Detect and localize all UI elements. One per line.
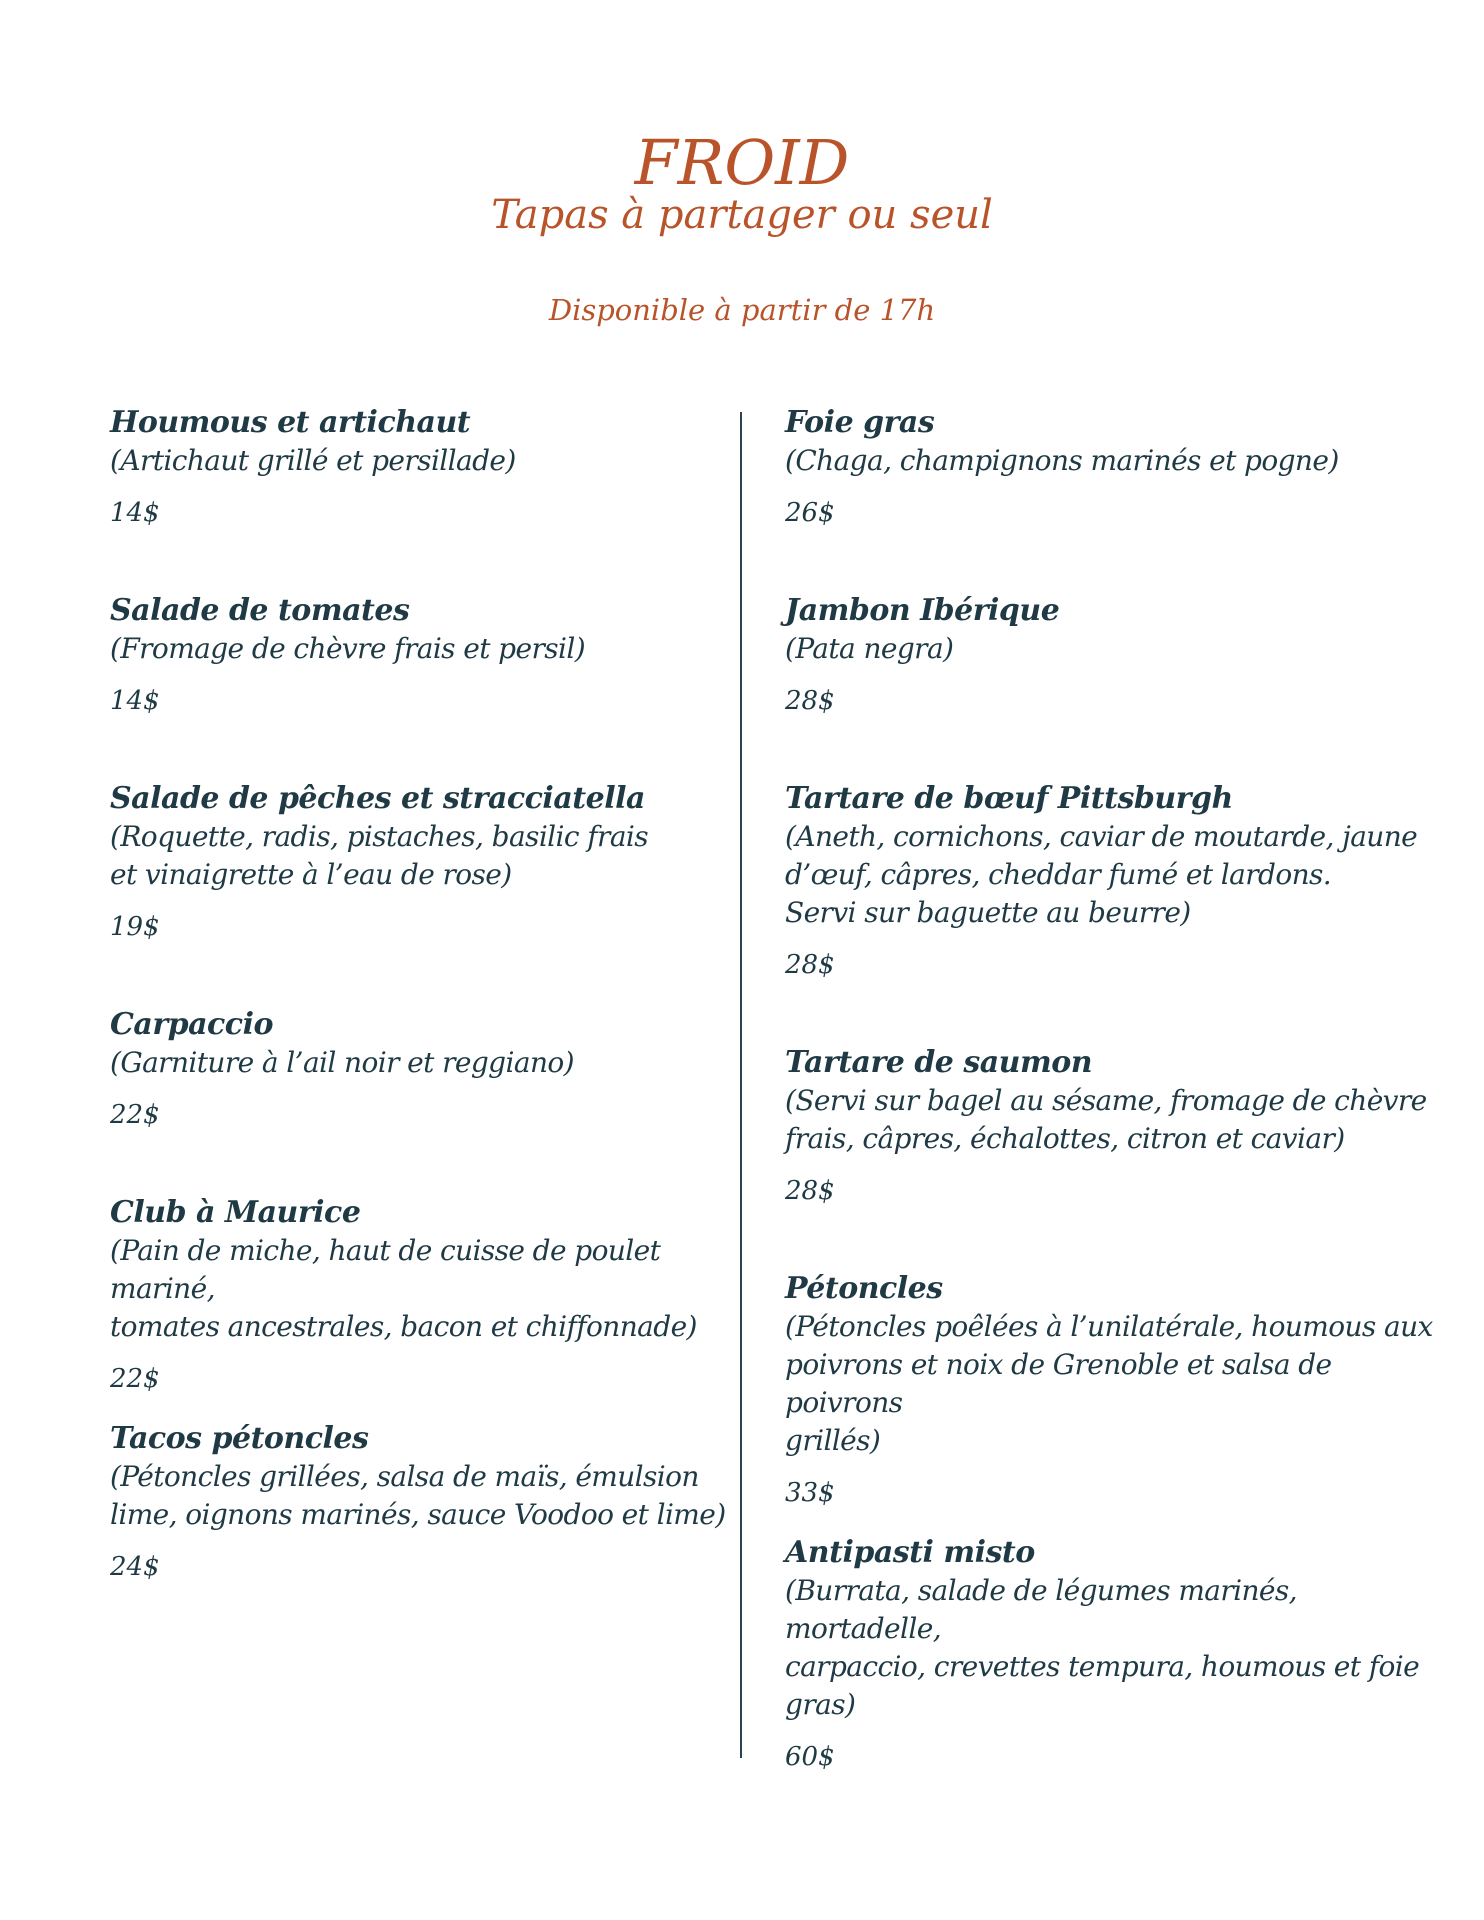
item-price: 22$ xyxy=(110,1364,160,1394)
item-description-line: carpaccio, crevettes tempura, houmous et foie gras) xyxy=(785,1650,1420,1721)
menu-item xyxy=(110,1194,730,1396)
item-price: 33$ xyxy=(785,1478,835,1508)
item-description: (Pata negra) xyxy=(785,632,954,665)
item-price: 60$ xyxy=(785,1742,835,1772)
item-price: 24$ xyxy=(110,1552,160,1582)
item-description-line: (Pétoncles grillées, salsa de maïs, émulsion xyxy=(110,1460,699,1493)
menu-item xyxy=(110,1006,730,1132)
item-description-line: Servi sur baguette au beurre) xyxy=(785,896,1191,929)
menu-item xyxy=(785,404,1445,530)
item-name: Tartare de saumon xyxy=(785,1045,1093,1080)
menu-item xyxy=(110,780,730,944)
item-name: Houmous et artichaut xyxy=(110,405,471,440)
item-description-line: (Aneth, cornichons, caviar de moutarde, jaune xyxy=(785,820,1418,853)
item-description-line: lime, oignons marinés, sauce Voodoo et lime) xyxy=(110,1498,726,1531)
item-description-line: (Roquette, radis, pistaches, basilic frais xyxy=(110,820,649,853)
item-description-line: (Pétoncles poêlées à l’unilatérale, houmous aux xyxy=(785,1310,1433,1343)
item-name: Jambon Ibérique xyxy=(785,593,1060,628)
item-description-line: tomates ancestrales, bacon et chiffonnade) xyxy=(110,1310,697,1343)
item-description-line: et vinaigrette à l’eau de rose) xyxy=(110,858,512,891)
item-description-line: frais, câpres, échalottes, citron et caviar) xyxy=(785,1122,1345,1155)
menu-item xyxy=(110,404,730,530)
item-description-line: (Burrata, salade de légumes marinés, mortadelle, xyxy=(785,1574,1297,1645)
item-price: 28$ xyxy=(785,686,835,716)
item-description: (Chaga, champignons marinés et pogne) xyxy=(785,444,1339,477)
item-name: Salade de pêches et stracciatella xyxy=(110,781,645,816)
item-description: (Artichaut grillé et persillade) xyxy=(110,444,516,477)
menu-item xyxy=(785,1534,1445,1774)
item-price: 14$ xyxy=(110,686,160,716)
item-name: Pétoncles xyxy=(785,1271,943,1306)
menu-subtitle: Tapas à partager ou seul xyxy=(491,192,993,238)
item-description-line: poivrons et noix de Grenoble et salsa de poivrons xyxy=(785,1348,1332,1419)
item-description: (Fromage de chèvre frais et persil) xyxy=(110,632,586,665)
menu-title: FROID xyxy=(634,126,850,199)
column-divider xyxy=(740,412,742,1758)
menu-item xyxy=(785,1044,1445,1208)
item-description-line: (Pain de miche, haut de cuisse de poulet mariné, xyxy=(110,1234,661,1305)
availability-note: Disponible à partir de 17h xyxy=(548,293,936,327)
menu-item xyxy=(110,1420,730,1584)
item-price: 28$ xyxy=(785,950,835,980)
item-name: Carpaccio xyxy=(110,1007,273,1042)
menu-item xyxy=(785,592,1445,718)
menu-item xyxy=(110,592,730,718)
item-description-line: d’œuf, câpres, cheddar fumé et lardons. xyxy=(785,858,1332,891)
item-description-line: (Servi sur bagel au sésame, fromage de chèvre xyxy=(785,1084,1427,1117)
menu-item xyxy=(785,1270,1445,1510)
menu-item xyxy=(785,780,1445,982)
item-price: 26$ xyxy=(785,498,835,528)
item-name: Salade de tomates xyxy=(110,593,410,628)
item-description-line: grillés) xyxy=(785,1424,881,1457)
item-name: Tartare de bœuf Pittsburgh xyxy=(785,781,1233,816)
item-name: Foie gras xyxy=(785,405,935,440)
item-price: 22$ xyxy=(110,1100,160,1130)
item-name: Club à Maurice xyxy=(110,1195,361,1230)
item-name: Antipasti misto xyxy=(785,1535,1035,1570)
item-name: Tacos pétoncles xyxy=(110,1421,369,1456)
item-description: (Garniture à l’ail noir et reggiano) xyxy=(110,1046,574,1079)
item-price: 14$ xyxy=(110,498,160,528)
item-price: 28$ xyxy=(785,1176,835,1206)
item-price: 19$ xyxy=(110,912,160,942)
